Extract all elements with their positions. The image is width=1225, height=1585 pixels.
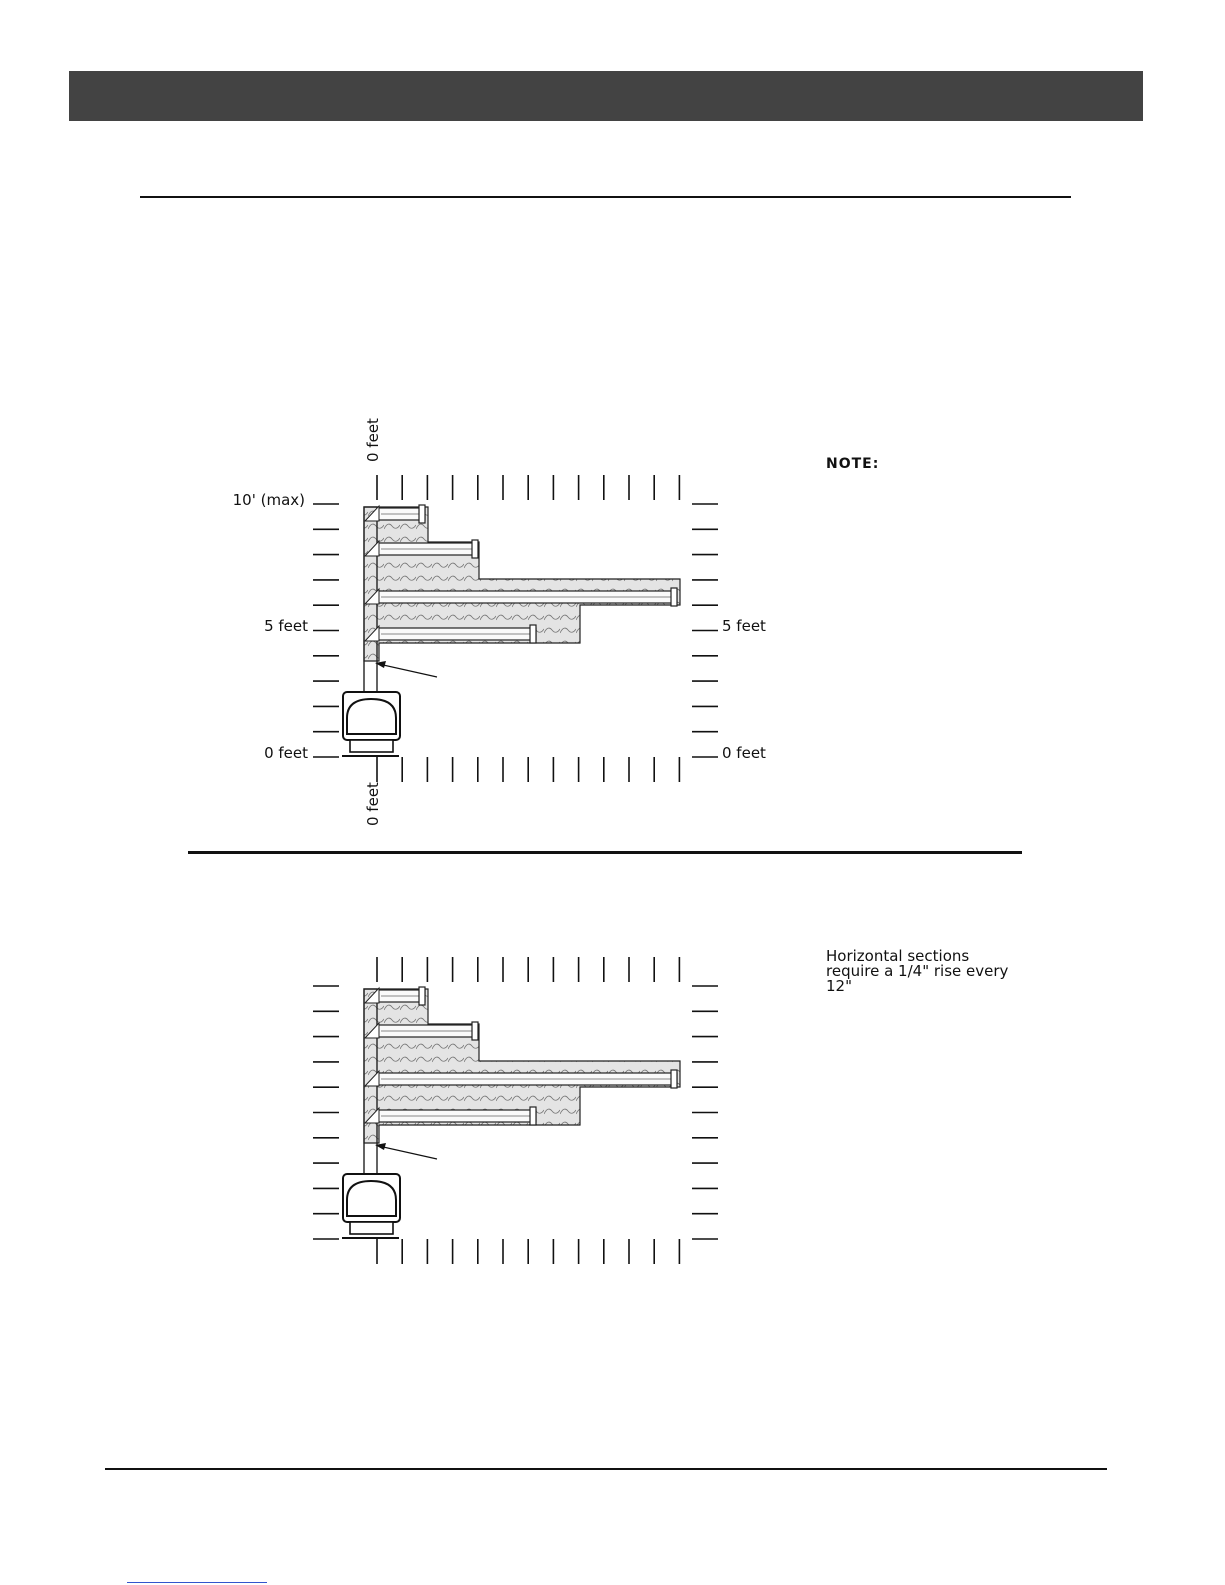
vent-termination-cap: [671, 1070, 677, 1088]
vent-termination-cap: [472, 1022, 478, 1040]
pointer-arrow: [379, 1146, 437, 1159]
diagram-bottom: [313, 957, 718, 1264]
label-right-5-feet: 5 feet: [722, 617, 766, 635]
diagram-top: [313, 475, 718, 782]
appliance-base: [350, 1222, 393, 1234]
label-left-5-feet: 5 feet: [264, 617, 308, 635]
vent-termination-cap: [530, 625, 536, 643]
label-10-max: 10' (max): [232, 491, 305, 509]
label-bottom-0-feet: 0 feet: [364, 782, 382, 826]
label-top-0-feet: 0 feet: [364, 418, 382, 462]
vent-termination-cap: [419, 987, 425, 1005]
note-title: NOTE:: [826, 456, 880, 472]
vent-termination-cap: [472, 540, 478, 558]
pointer-arrow: [379, 664, 437, 677]
appliance-base: [350, 740, 393, 752]
vent-termination-cap: [419, 505, 425, 523]
vent-termination-cap: [530, 1107, 536, 1125]
label-left-0-feet: 0 feet: [264, 744, 308, 762]
note-text: Horizontal sections require a 1/4" rise every 12": [826, 947, 1009, 995]
vent-termination-cap: [671, 588, 677, 606]
label-right-0-feet: 0 feet: [722, 744, 766, 762]
